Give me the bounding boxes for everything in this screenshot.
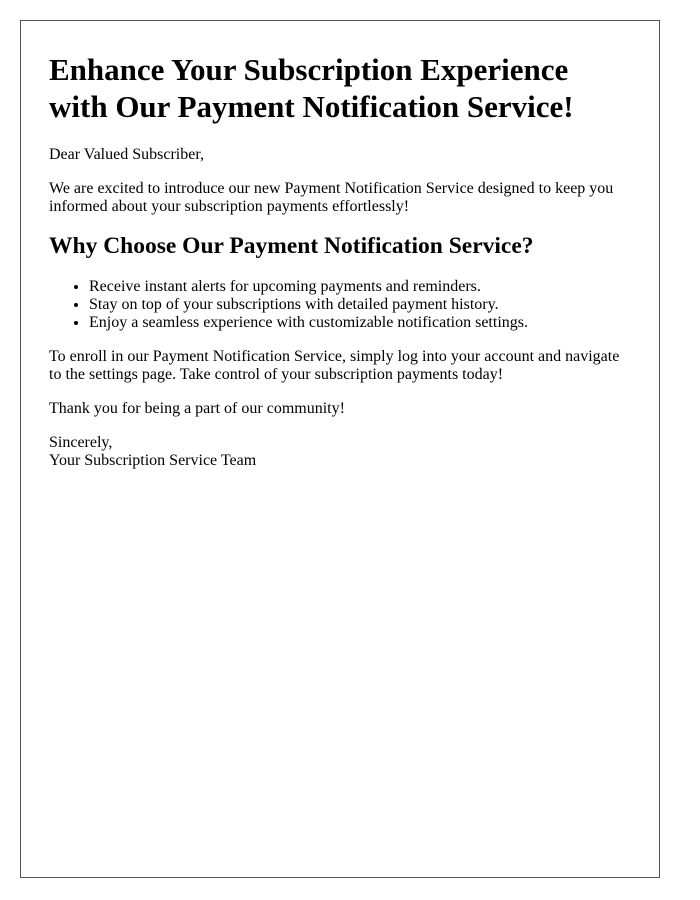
list-item: • Enjoy a seamless experience with customizable notification settings. [89,314,631,332]
thanks-paragraph: Thank you for being a part of our community! [49,400,345,417]
intro-paragraph: We are excited to introduce our new Payment Notification Service designed to keep you informed about your subscription payments effortlessly! [49,180,614,215]
list-item: • Receive instant alerts for upcoming payments and reminders. [89,278,631,296]
signoff [49,434,631,470]
enroll-paragraph: To enroll in our Payment Notification Service, simply log into your account and navigate to the settings page. Take control of your subscription payments today! [49,348,620,383]
greeting: Dear Valued Subscriber, [49,146,205,163]
closing: Sincerely, [49,434,113,451]
section-heading: Why Choose Our Payment Notification Service? [49,233,534,259]
list-item: • Stay on top of your subscriptions with detailed payment history. [89,296,631,314]
signature: Your Subscription Service Team [49,452,257,469]
letter-container [20,20,660,878]
benefits-list [49,278,631,332]
letter-title: Enhance Your Subscription Experience with Our Payment Notification Service! [49,52,574,124]
